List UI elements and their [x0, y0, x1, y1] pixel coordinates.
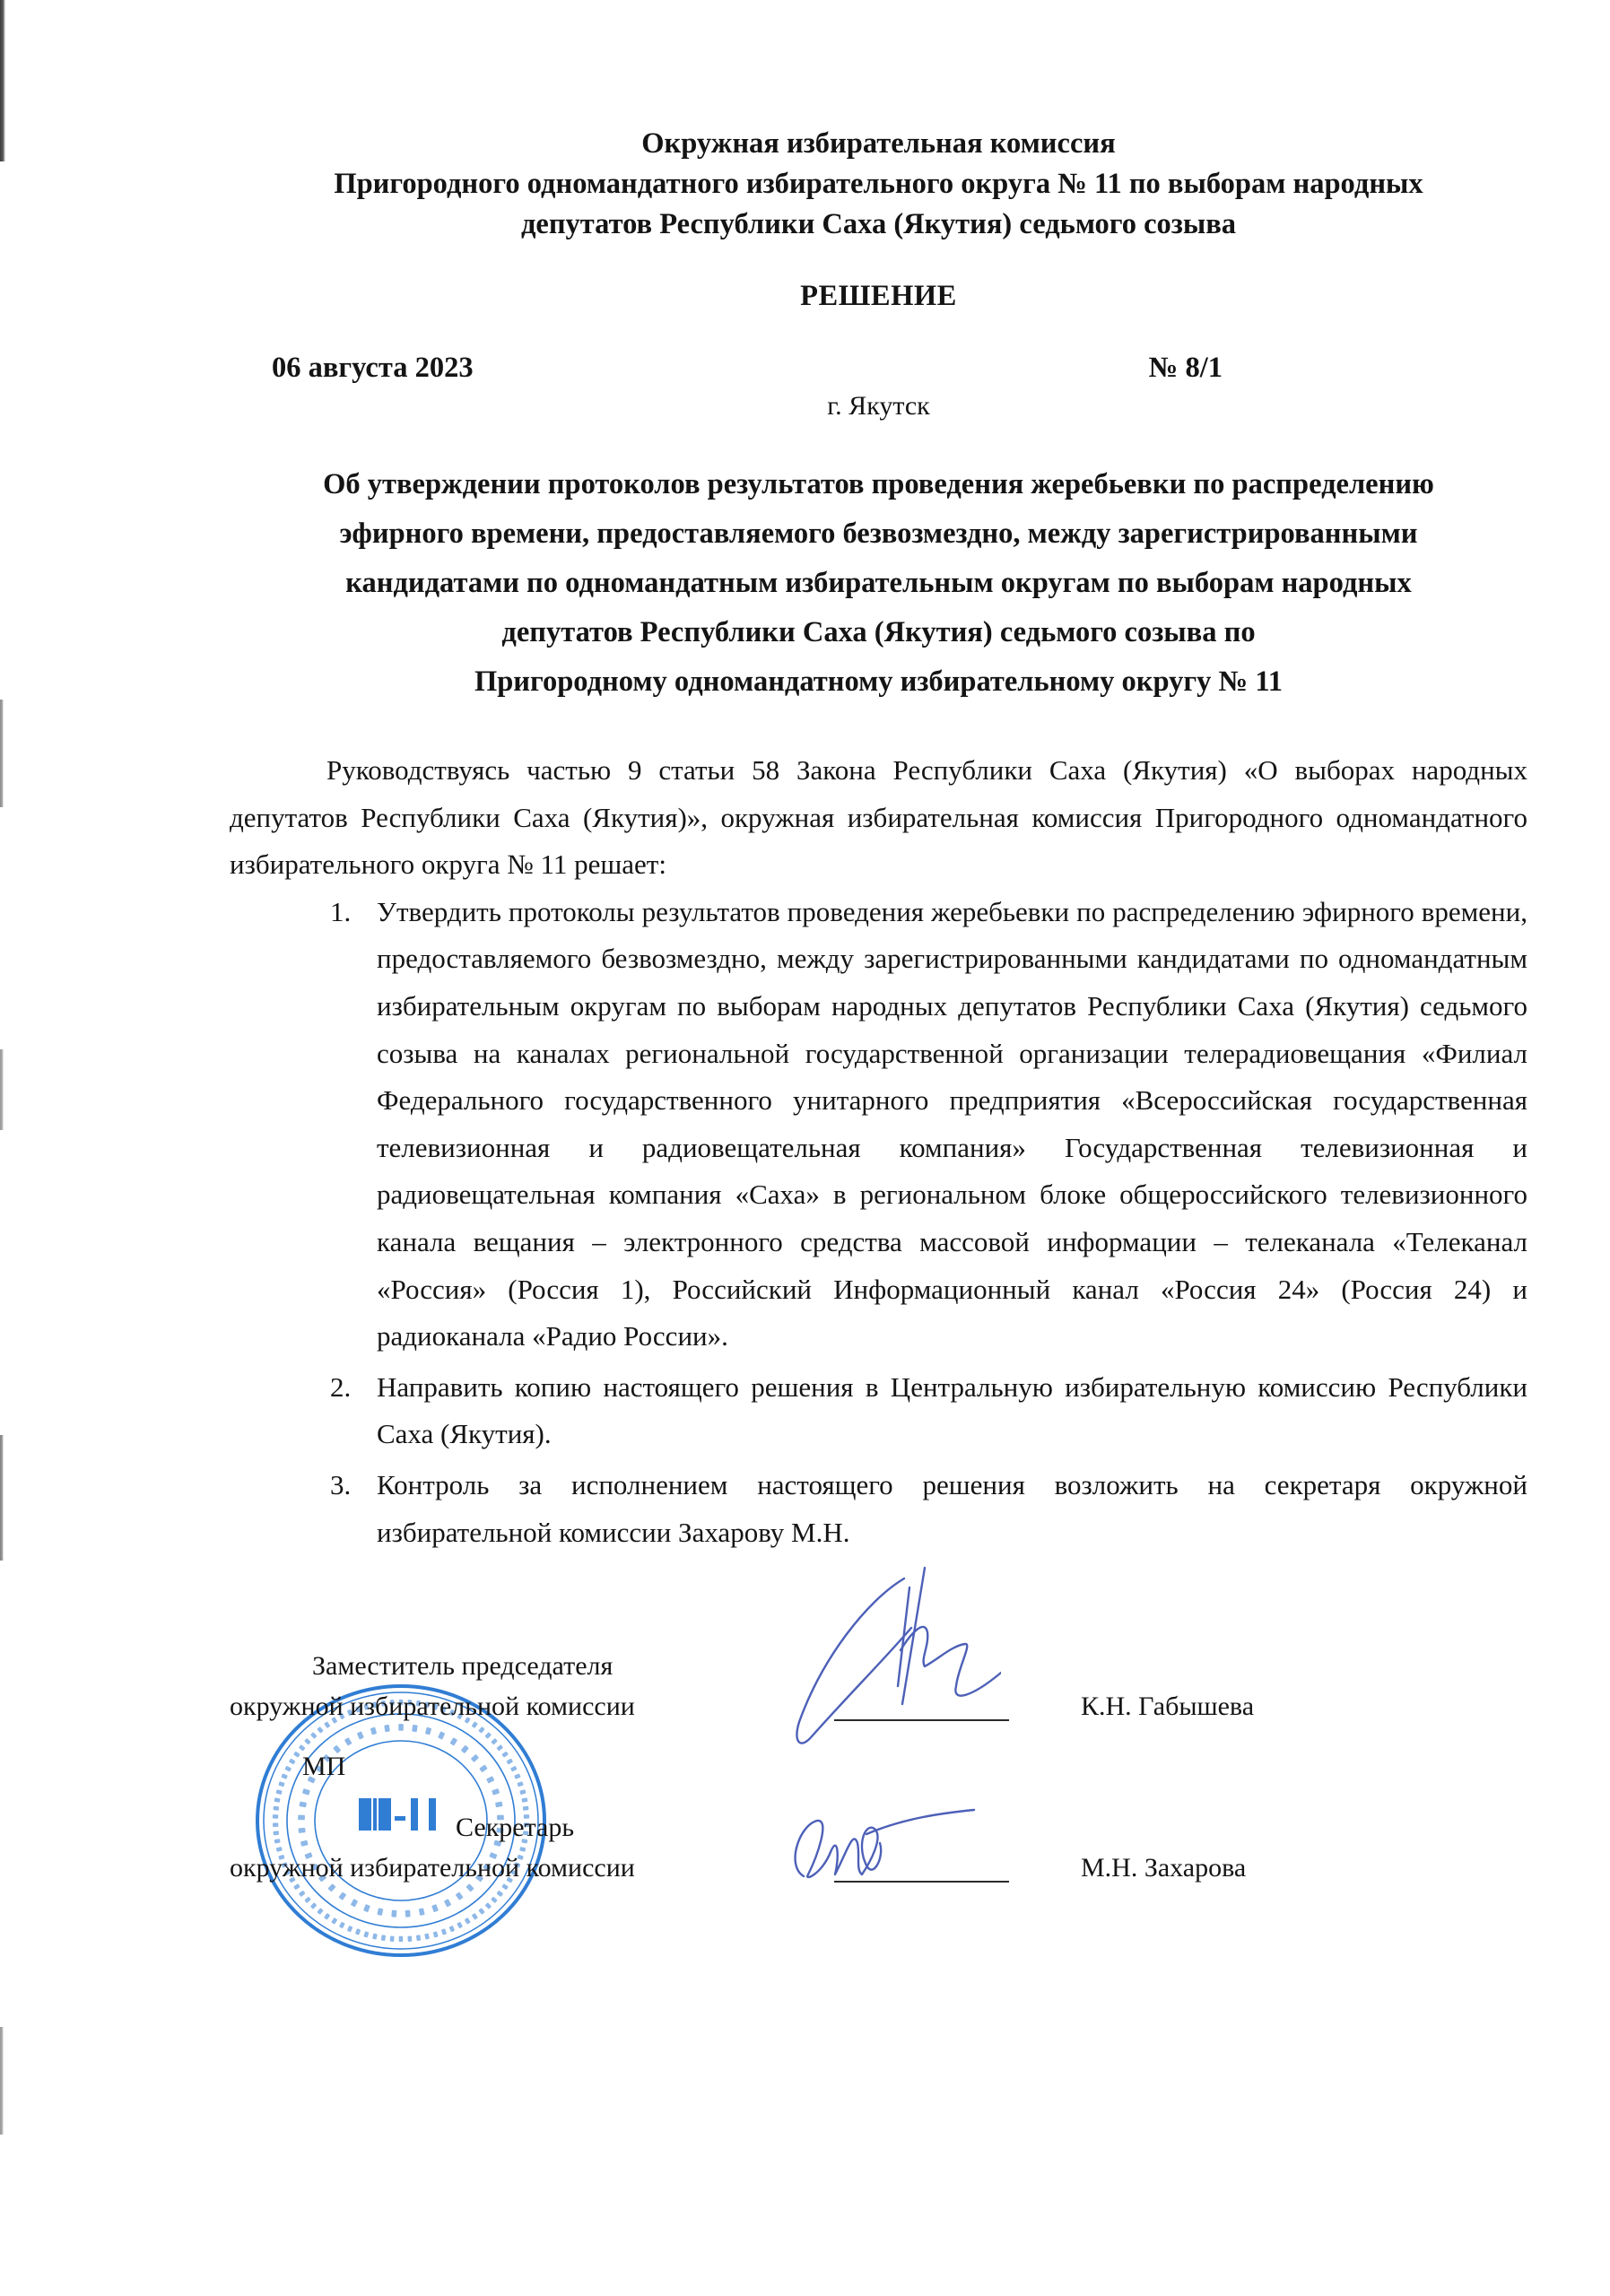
stamp-glyph-mark — [339, 1922, 345, 1929]
stamp-glyph-mark — [416, 1935, 421, 1941]
document-number: № 8/1 — [1148, 352, 1223, 384]
stamp-glyph-mark — [363, 1904, 370, 1912]
header-line: депутатов Республики Саха (Якутия) седьмого созыва — [520, 208, 1237, 240]
stamp-glyph-mark — [377, 1908, 383, 1916]
document-title — [230, 460, 1527, 707]
stamp-glyph-mark — [355, 1928, 361, 1935]
secretary-name: М.Н. Захарова — [1081, 1853, 1247, 1883]
stamp-glyph-mark — [431, 1904, 439, 1912]
stamp-glyph-mark — [351, 1899, 358, 1907]
stamp-glyph-mark — [478, 1908, 484, 1915]
seal-label: МП — [302, 1752, 346, 1782]
title-line: эфирного времени, предоставляемого безвозмездно, между зарегистрированными — [339, 517, 1418, 550]
document-body — [230, 747, 1527, 889]
document-type: РЕШЕНИЕ — [800, 280, 957, 312]
stamp-glyph-mark — [299, 1891, 306, 1897]
scan-artifact — [0, 1435, 4, 1561]
decision-list — [230, 889, 1527, 1556]
scan-artifact — [0, 1049, 4, 1130]
stamp-glyph-mark — [419, 1908, 425, 1916]
stamp-glyph-mark — [372, 1934, 378, 1940]
deputy-title-line2: окружной избирательной комиссии — [230, 1692, 635, 1722]
item-number: 1. — [330, 895, 352, 927]
preamble-paragraph: Руководствуясь частью 9 статьи 58 Закона Республики Саха (Якутия) «О выборах народных депутатов Республики Саха (Якутия)», окружная избирательная комиссия Пригородного одномандатного избирательного округа № 11 решает: — [230, 754, 1527, 881]
scan-artifact — [0, 2027, 4, 2135]
stamp-glyph-mark — [304, 1897, 311, 1904]
item-number: 3. — [330, 1468, 352, 1500]
decision-item — [230, 889, 1527, 1361]
stamp-glyph-mark — [433, 1931, 439, 1937]
stamp-glyph-mark — [347, 1926, 353, 1933]
stamp-glyph-mark — [405, 1910, 411, 1918]
stamp-glyph-mark — [491, 1897, 498, 1904]
stamp-glyph-mark — [444, 1899, 451, 1907]
signature-block — [230, 1646, 1527, 1888]
deputy-title-line1: Заместитель председателя — [312, 1651, 614, 1682]
stamp-glyph-mark — [456, 1892, 464, 1900]
stamp-glyph-mark — [424, 1934, 430, 1940]
document-date: 06 августа 2023 — [272, 352, 474, 384]
stamp-glyph-mark — [407, 1936, 412, 1943]
deputy-title — [230, 1646, 786, 1726]
deputy-signature-area — [786, 1686, 1037, 1726]
deputy-name: К.Н. Габышева — [1081, 1692, 1255, 1722]
stamp-glyph-mark — [317, 1908, 323, 1915]
item-number: 2. — [330, 1370, 352, 1403]
stamp-glyph-mark — [338, 1892, 346, 1900]
secretary-title-line2: окружной избирательной комиссии — [230, 1853, 635, 1883]
stamp-glyph-mark — [391, 1910, 396, 1918]
document-page — [230, 0, 1527, 1996]
stamp-glyph-mark — [457, 1922, 463, 1929]
header-line: Пригородного одномандатного избирательного округа № 11 по выборам народных — [334, 168, 1423, 200]
title-line: Пригородному одномандатному избирательному округу № 11 — [474, 665, 1284, 698]
stamp-glyph-mark — [465, 1918, 471, 1925]
seal-row — [230, 1726, 1527, 1807]
secretary-signature-area — [786, 1848, 1037, 1888]
stamp-glyph-mark — [449, 1926, 456, 1933]
stamp-glyph-mark — [331, 1918, 337, 1925]
stamp-glyph-mark — [324, 1913, 330, 1920]
scan-artifact — [0, 0, 5, 161]
stamp-glyph-mark — [363, 1931, 369, 1937]
title-line: кандидатами по одномандатным избирательным округам по выборам народных — [345, 567, 1412, 599]
stamp-glyph-mark — [390, 1936, 395, 1943]
item-text: Контроль за исполнением настоящего решения возложить на секретаря окружной избирательной комиссии Захарову М.Н. — [377, 1468, 1527, 1548]
stamp-glyph-mark — [381, 1935, 386, 1941]
title-line: депутатов Республики Саха (Якутия) седьмого созыва по — [501, 616, 1256, 648]
item-text: Направить копию настоящего решения в Центральную избирательную комиссию Республики Саха (Якутия). — [377, 1370, 1527, 1450]
secretary-signature-line — [834, 1881, 1009, 1883]
title-line: Об утверждении протоколов результатов проведения жеребьевки по распределению — [323, 468, 1434, 500]
date-number-row — [230, 348, 1527, 388]
secretary-title-line1: Секретарь — [456, 1813, 575, 1843]
secretary-signature-row — [230, 1807, 1527, 1888]
header-line: Окружная избирательная комиссия — [641, 127, 1116, 160]
stamp-glyph-mark — [485, 1902, 492, 1909]
deputy-signature-line — [834, 1719, 1009, 1721]
document-city: г. Якутск — [827, 391, 930, 421]
decision-item — [230, 1364, 1527, 1458]
secretary-title — [230, 1807, 786, 1888]
stamp-glyph-mark — [441, 1928, 447, 1935]
decision-item — [230, 1462, 1527, 1556]
item-text: Утвердить протоколы результатов проведения жеребьевки по распределению эфирного времени, предоставляемого безвозмездно, между зарегистрированными кандидатами по одномандатным избирательным округам по выборам народных депутатов Республики Саха (Якутия) седьмого созыва на каналах региональной государственной организации телерадиовещания «Филиал Федерального государственного унитарного предприятия «Всероссийская государственная телевизионная и радиовещательная компания» Государственная телевизионная и радиовещательная компания «Саха» в региональном блоке общероссийского телевизионного канала вещания – электронного средства массовой информации – телеканала «Телеканал «Россия» (Россия 1), Российский Информационный канал «Россия 24» (Россия 24) и радиоканала «Радио России». — [377, 895, 1527, 1352]
commission-header — [230, 124, 1527, 245]
stamp-glyph-mark — [496, 1891, 503, 1897]
stamp-glyph-mark — [472, 1913, 478, 1920]
stamp-glyph-mark — [399, 1936, 404, 1942]
scan-artifact — [0, 700, 4, 807]
stamp-glyph-mark — [310, 1902, 318, 1909]
deputy-signature-row — [230, 1646, 1527, 1726]
secretary-signature — [768, 1803, 983, 1892]
